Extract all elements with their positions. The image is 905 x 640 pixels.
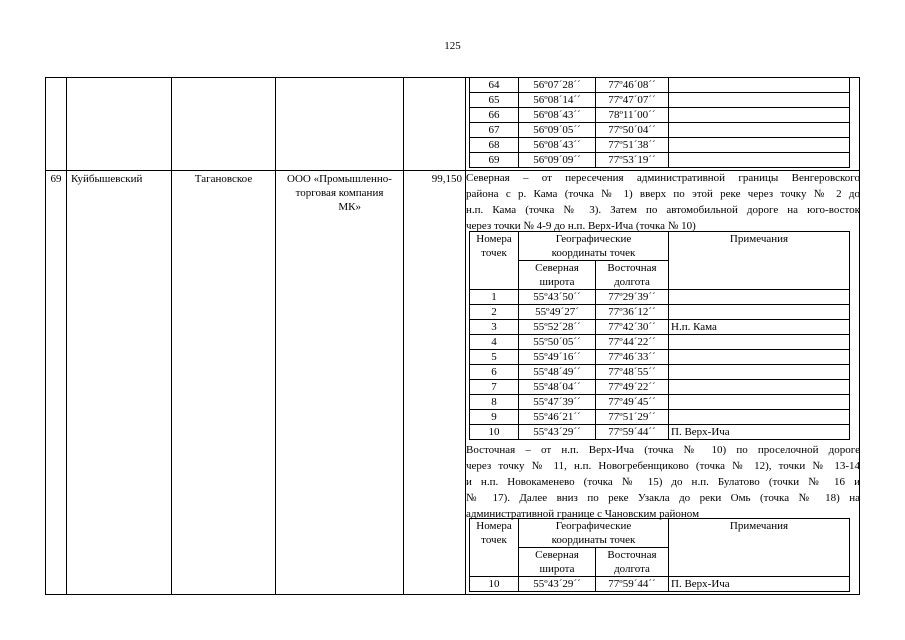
east-boundary-description: Восточная – от н.п. Верх-Ича (точка № 10) по проселочной дороге через точку № 11, н.п. Новогребенщиково (точка № 12), точки № 13-14 и н.п. Новокаменево (точка № 15) до н.п. Булатово (точки № 16 и № 17). Далее вниз по реке Узакла до реки Омь (точка № 18) на административной границе с Чановским районом <box>466 444 860 520</box>
area-size: 99,150 <box>431 173 462 185</box>
area-name: Тагановское <box>194 173 253 185</box>
table-row: 1 55º43´50´´ 77º29´39´´ <box>470 290 850 305</box>
table-row: 6 55º48´49´´ 77º48´55´´ <box>470 365 850 380</box>
table-row: 4 55º50´05´´ 77º44´22´´ <box>470 335 850 350</box>
header-notes: Примечания <box>669 519 850 577</box>
header-longitude: Восточная долгота <box>596 261 669 290</box>
table-row: 64 56º07´28´´ 77º46´08´´ <box>470 78 850 93</box>
organization-name: ООО «Промышленно- торговая компания МК» <box>287 173 392 213</box>
table-row: 7 55º48´04´´ 77º49´22´´ <box>470 380 850 395</box>
table-row: 9 55º46´21´´ 77º51´29´´ <box>470 410 850 425</box>
header-notes: Примечания <box>669 232 850 290</box>
header-point-number: Номера точек <box>470 232 519 290</box>
header-latitude: Северная широта <box>519 548 596 577</box>
north-coord-table <box>469 231 850 440</box>
table-row: 68 56º08´43´´ 77º51´38´´ <box>470 138 850 153</box>
row-number: 69 <box>50 173 62 185</box>
table-row: 67 56º09´05´´ 77º50´04´´ <box>470 123 850 138</box>
table-row: 66 56º08´43´´ 78º11´00´´ <box>470 108 850 123</box>
table-row: 3 55º52´28´´ 77º42´30´´ Н.п. Кама <box>470 320 850 335</box>
district-name: Куйбышевский <box>71 173 143 185</box>
header-latitude: Северная широта <box>519 261 596 290</box>
header-geo-coords: Географические координаты точек <box>519 519 669 548</box>
north-boundary-description: Северная – от пересечения административной границы Венгеровского района с р. Кама (точка № 1) вверх по этой реке через точку № 2 до н.п. Кама (точка № 3). Затем по автомобильной дороге на юго-восток через точки № 4-9 до н.п. Верх-Ича (точка № 10) <box>466 172 860 232</box>
header-longitude: Восточная долгота <box>596 548 669 577</box>
table-row: 69 56º09´09´´ 77º53´19´´ <box>470 153 850 168</box>
table-row: 65 56º08´14´´ 77º47´07´´ <box>470 93 850 108</box>
table-row: 2 55º49´27´ 77º36´12´´ <box>470 305 850 320</box>
table-row: 10 55º43´29´´ 77º59´44´´ П. Верх-Ича <box>470 577 850 592</box>
table-row: 5 55º49´16´´ 77º46´33´´ <box>470 350 850 365</box>
page-number: 125 <box>444 40 461 52</box>
header-geo-coords: Географические координаты точек <box>519 232 669 261</box>
table-row: 10 55º43´29´´ 77º59´44´´ П. Верх-Ича <box>470 425 850 440</box>
table-row: 8 55º47´39´´ 77º49´45´´ <box>470 395 850 410</box>
header-point-number: Номера точек <box>470 519 519 577</box>
east-coord-table <box>469 518 850 592</box>
top-coord-table <box>469 77 850 168</box>
